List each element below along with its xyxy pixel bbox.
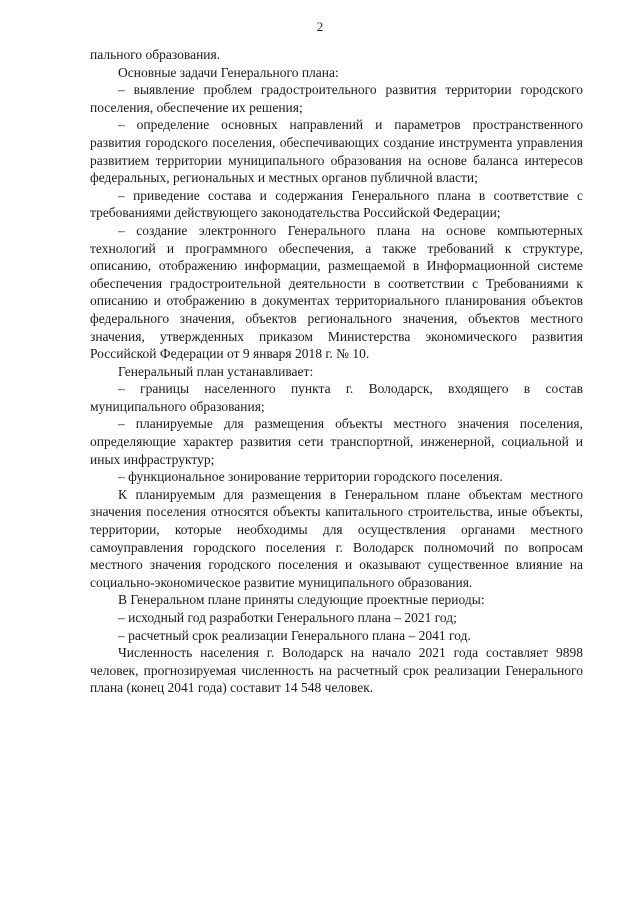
paragraph: К планируемым для размещения в Генеральном плане объектам местного значения поселения относятся объекты капитального строительства, иные объекты, территории, которые необходимы для осуществления органами местного самоуправления городского поселения г. Володарск полномочий по вопросам местного значения городского поселения и оказывают существенное влияние на социально-экономическое развитие муниципального образования. (90, 486, 583, 590)
paragraph: – расчетный срок реализации Генерального плана – 2041 год. (118, 627, 471, 643)
paragraph: Численность населения г. Володарск на начало 2021 года составляет 9898 человек, прогнозируемая численность на расчетный срок реализации Генерального плана (конец 2041 года) составит 14 548 человек. (90, 645, 583, 696)
paragraph: – функциональное зонирование территории городского поселения. (118, 469, 503, 485)
paragraph: – границы населенного пункта г. Володарск, входящего в состав муниципального образования; (90, 381, 583, 414)
paragraph: – исходный год разработки Генерального плана – 2021 год; (118, 610, 457, 625)
paragraph: Генеральный план устанавливает: (118, 363, 314, 379)
page-number: 2 (316, 19, 324, 34)
paragraph: – выявление проблем градостроительного развития территории городского поселения, обеспечение их решения; (90, 82, 583, 115)
paragraph: – планируемые для размещения объекты местного значения поселения, определяющие характер развития сети транспортной, инженерной, социальной и иных инфраструктур; (90, 416, 583, 467)
paragraph: – приведение состава и содержания Генерального плана в соответствие с требованиями действующего законодательства Российской Федерации; (90, 187, 583, 221)
document-body (90, 46, 583, 697)
paragraph: пального образования. (90, 47, 221, 62)
paragraph: – определение основных направлений и параметров пространственного развития городского поселения, обеспечивающих создание инструмента управления развитием территории муниципального образования на основе баланса интересов федеральных, региональных и местных органов публичной власти; (90, 117, 583, 186)
paragraph: В Генеральном плане приняты следующие проектные периоды: (118, 592, 485, 608)
paragraph: Основные задачи Генерального плана: (118, 64, 339, 80)
paragraph: – создание электронного Генерального плана на основе компьютерных технологий и программного обеспечения, а также требований к структуре, описанию, отображению информации, размещаемой в Информационной системе обеспечения градостроительной деятельности в соответствии с Требованиями к описанию и отображению в документах территориального планирования объектов федерального значения, объектов регионального значения, объектов местного значения, утвержденных приказом Министерства экономического развития Российской Федерации от 9 января 2018 г. № 10. (90, 222, 583, 362)
